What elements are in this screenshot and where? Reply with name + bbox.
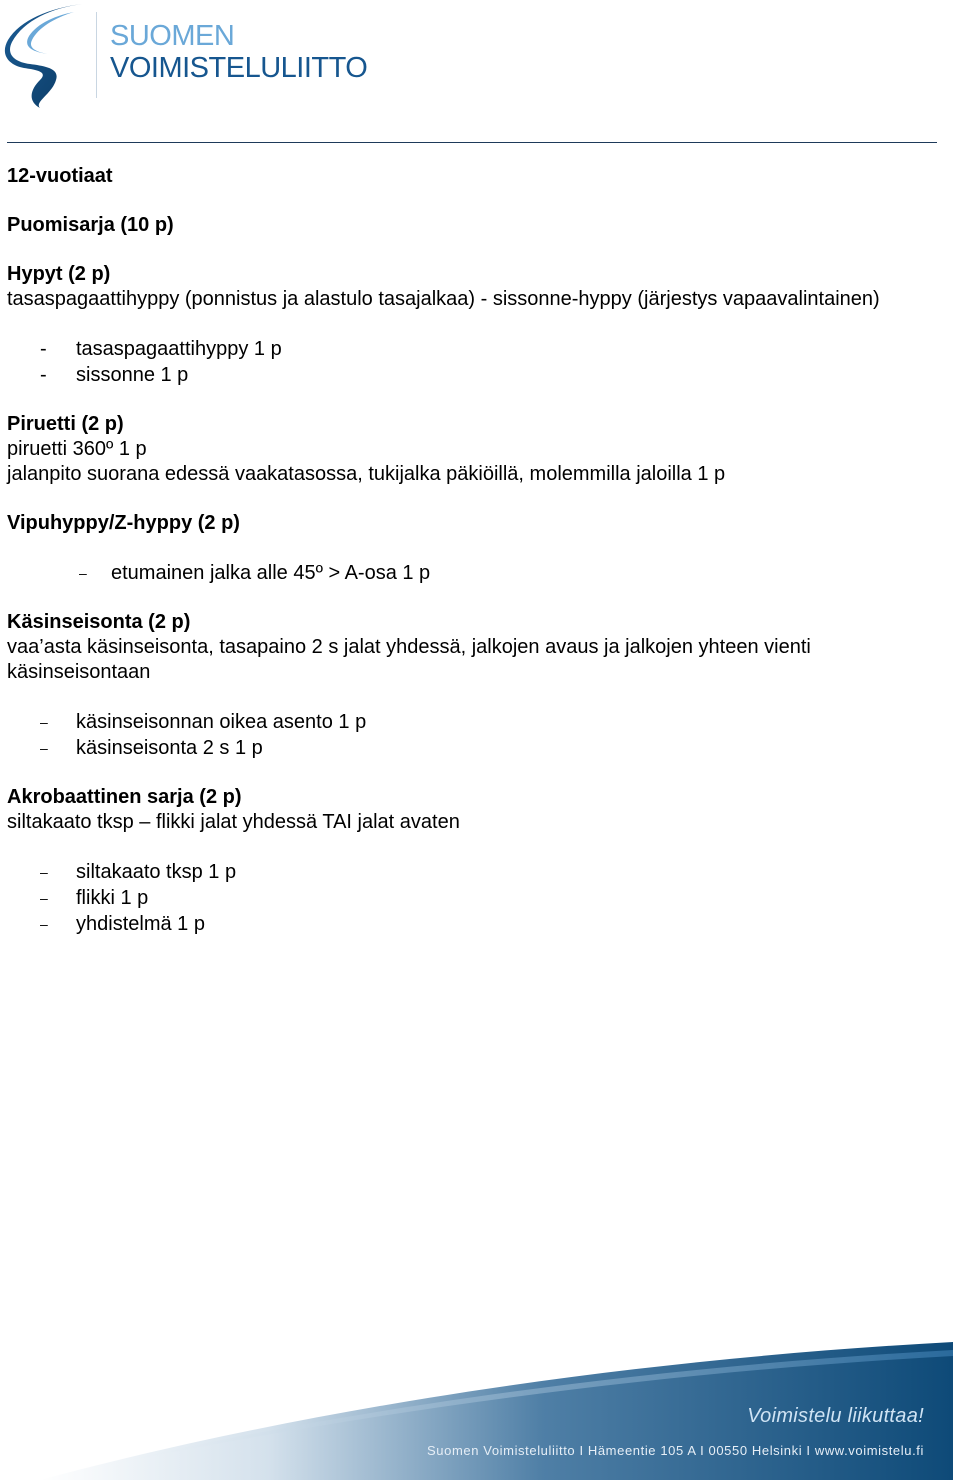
section-title: Vipuhyppy/Z-hyppy (2 p) — [7, 512, 240, 534]
list-item — [7, 885, 947, 911]
section-description: siltakaato tksp – flikki jalat yhdessä TAI jalat avaten — [7, 811, 460, 833]
letterhead — [0, 0, 960, 145]
list-bullet: - — [40, 338, 47, 360]
list-item-text: tasaspagaattihyppy 1 p — [76, 338, 282, 360]
organization-logo-text — [110, 20, 367, 84]
section-vipuhyppy — [7, 511, 947, 586]
list-bullet: – — [40, 890, 48, 906]
logo-line-2: VOIMISTELULIITTO — [110, 52, 368, 84]
section-description: jalanpito suorana edessä vaakatasossa, tukijalka päkiöillä, molemmilla jaloilla 1 p — [7, 463, 726, 485]
list-bullet: – — [79, 565, 87, 581]
section-description: vaa’asta käsinseisonta, tasapaino 2 s jalat yhdessä, jalkojen avaus ja jalkojen yhteen vienti käsinseisontaan — [7, 636, 811, 683]
section-hypyt — [7, 262, 947, 388]
scoring-list — [7, 859, 947, 937]
scoring-list — [7, 336, 947, 388]
list-item-text: flikki 1 p — [76, 887, 149, 909]
list-bullet: – — [40, 864, 48, 880]
logo-divider — [96, 12, 97, 98]
list-item-text: yhdistelmä 1 p — [76, 913, 205, 935]
list-item-text: etumainen jalka alle 45º > A-osa 1 p — [111, 562, 431, 584]
section-title: Käsinseisonta (2 p) — [7, 611, 191, 633]
section-piruetti — [7, 412, 947, 487]
footer-slogan: Voimistelu liikuttaa! — [747, 1405, 924, 1427]
footer-address: Suomen Voimisteluliitto I Hämeentie 105 A I 00550 Helsinki I www.voimistelu.fi — [427, 1443, 924, 1458]
section-description: tasaspagaattihyppy (ponnistus ja alastulo tasajalkaa) - sissonne-hyppy (järjestys vapaavalintainen) — [7, 288, 880, 310]
list-item-text: käsinseisonta 2 s 1 p — [76, 737, 263, 759]
list-item — [7, 911, 947, 937]
list-bullet: - — [40, 364, 47, 386]
list-bullet: – — [40, 714, 48, 730]
section-kasinseisonta — [7, 610, 947, 761]
scoring-list — [7, 560, 947, 586]
list-item-text: käsinseisonnan oikea asento 1 p — [76, 711, 367, 733]
section-title: Hypyt (2 p) — [7, 263, 111, 285]
section-title: Piruetti (2 p) — [7, 413, 124, 435]
section-title: Akrobaattinen sarja (2 p) — [7, 786, 242, 808]
list-bullet: – — [40, 740, 48, 756]
swirl-logo-icon — [4, 2, 90, 110]
list-item-text: sissonne 1 p — [76, 364, 189, 386]
list-item — [7, 735, 947, 761]
list-bullet: – — [40, 916, 48, 932]
age-group-heading: 12-vuotiaat — [7, 165, 113, 187]
section-description: piruetti 360º 1 p — [7, 438, 147, 460]
section-akrobaattinen-sarja — [7, 785, 947, 937]
list-item — [7, 362, 947, 388]
header-rule — [7, 142, 937, 143]
list-item-text: siltakaato tksp 1 p — [76, 861, 237, 883]
series-title: Puomisarja (10 p) — [7, 214, 174, 236]
list-item — [7, 560, 947, 586]
list-item — [7, 336, 947, 362]
logo-line-1: SUOMEN — [110, 20, 235, 52]
list-item — [7, 859, 947, 885]
scoring-list — [7, 709, 947, 761]
list-item — [7, 709, 947, 735]
document-body — [7, 164, 947, 937]
